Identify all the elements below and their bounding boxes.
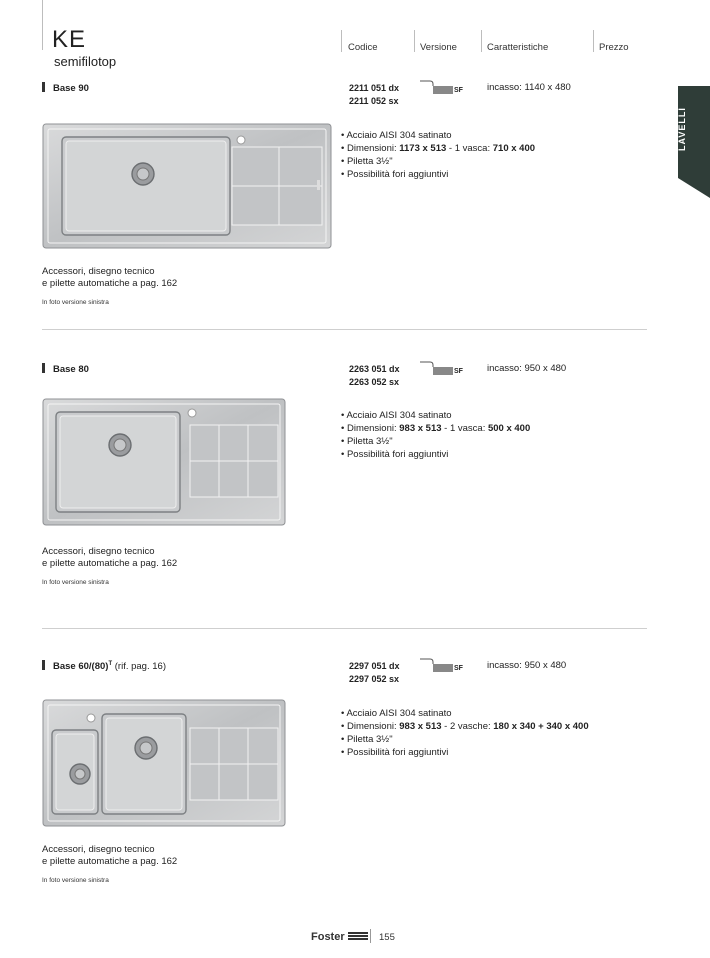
product-codes bbox=[349, 363, 400, 389]
section-name: Base 90 bbox=[53, 83, 89, 94]
feature-item: • Acciaio AISI 304 satinato bbox=[341, 707, 589, 720]
features-list bbox=[341, 707, 589, 759]
photo-caption: In foto versione sinistra bbox=[42, 299, 109, 306]
feature-item: • Acciaio AISI 304 satinato bbox=[341, 129, 535, 142]
col-divider bbox=[341, 30, 342, 52]
sink-base80-icon bbox=[42, 397, 286, 527]
version-badge bbox=[420, 361, 463, 382]
incasso-size: incasso: 950 x 480 bbox=[487, 363, 567, 374]
feature-item: • Acciaio AISI 304 satinato bbox=[341, 409, 530, 422]
feature-item: • Dimensioni: 1173 x 513 - 1 vasca: 710 x 400 bbox=[341, 142, 535, 155]
feature-item: • Possibilità fori aggiuntivi bbox=[341, 746, 589, 759]
brand-logo bbox=[311, 931, 368, 943]
features-list bbox=[341, 129, 535, 181]
accessories-note: Accessori, disegno tecnico e pilette automatiche a pag. 162 bbox=[42, 844, 178, 867]
side-tab-label: LAVELLI bbox=[677, 107, 687, 151]
version-code: SF bbox=[454, 368, 463, 375]
accessories-note: Accessori, disegno tecnico e pilette automatiche a pag. 162 bbox=[42, 266, 178, 289]
section-reference: (rif. pag. 16) bbox=[112, 661, 166, 672]
column-header-prezzo: Prezzo bbox=[599, 42, 629, 53]
sink-base90-icon bbox=[42, 120, 332, 250]
version-code: SF bbox=[454, 665, 463, 672]
section-superscript: T bbox=[108, 660, 113, 667]
feature-item: • Piletta 3½" bbox=[341, 733, 589, 746]
section-name: Base 80 bbox=[53, 364, 89, 375]
sink-photo bbox=[42, 698, 286, 828]
section-label bbox=[42, 363, 89, 375]
features-list bbox=[341, 409, 530, 461]
col-divider bbox=[481, 30, 482, 52]
section-marker bbox=[42, 82, 45, 92]
code-sx: 2297 052 sx bbox=[349, 674, 400, 684]
product-codes bbox=[349, 660, 400, 686]
photo-caption: In foto versione sinistra bbox=[42, 579, 109, 586]
version-badge bbox=[420, 658, 463, 679]
section-marker bbox=[42, 660, 45, 670]
column-header-versione: Versione bbox=[420, 42, 457, 53]
version-code: SF bbox=[454, 87, 463, 94]
accessories-note: Accessori, disegno tecnico e pilette automatiche a pag. 162 bbox=[42, 546, 178, 569]
sink-base60-80-icon bbox=[42, 698, 286, 828]
feature-item: • Possibilità fori aggiuntivi bbox=[341, 448, 530, 461]
page-title: KE bbox=[52, 26, 87, 53]
version-badge bbox=[420, 80, 463, 101]
feature-item: • Possibilità fori aggiuntivi bbox=[341, 168, 535, 181]
brand-name: Foster bbox=[311, 931, 345, 943]
feature-item: • Piletta 3½" bbox=[341, 435, 530, 448]
photo-caption: In foto versione sinistra bbox=[42, 877, 109, 884]
page-number: 155 bbox=[379, 932, 395, 943]
feature-item: • Piletta 3½" bbox=[341, 155, 535, 168]
code-sx: 2263 052 sx bbox=[349, 377, 400, 387]
section-divider bbox=[42, 628, 647, 629]
page-subtitle: semifilotop bbox=[54, 54, 117, 69]
section-marker bbox=[42, 363, 45, 373]
feature-item: • Dimensioni: 983 x 513 - 1 vasca: 500 x 400 bbox=[341, 422, 530, 435]
column-header-codice: Codice bbox=[348, 42, 378, 53]
col-divider bbox=[593, 30, 594, 52]
code-dx: 2263 051 dx bbox=[349, 364, 400, 374]
col-divider bbox=[414, 30, 415, 52]
section-name: Base 60/(80) bbox=[53, 661, 109, 672]
footer-divider bbox=[370, 929, 371, 943]
header-divider bbox=[42, 0, 43, 50]
code-dx: 2297 051 dx bbox=[349, 661, 400, 671]
incasso-size: incasso: 950 x 480 bbox=[487, 660, 567, 671]
sink-photo bbox=[42, 397, 286, 527]
code-sx: 2211 052 sx bbox=[349, 96, 399, 106]
incasso-size: incasso: 1140 x 480 bbox=[487, 82, 571, 93]
column-header-caratteristiche: Caratteristiche bbox=[487, 42, 549, 53]
section-label bbox=[42, 660, 166, 672]
product-codes bbox=[349, 82, 399, 108]
section-label bbox=[42, 82, 89, 94]
feature-item: • Dimensioni: 983 x 513 - 2 vasche: 180 x 340 + 340 x 400 bbox=[341, 720, 589, 733]
code-dx: 2211 051 dx bbox=[349, 83, 400, 93]
sink-photo bbox=[42, 120, 332, 250]
section-divider bbox=[42, 329, 647, 330]
brand-stripes-icon bbox=[348, 932, 368, 940]
